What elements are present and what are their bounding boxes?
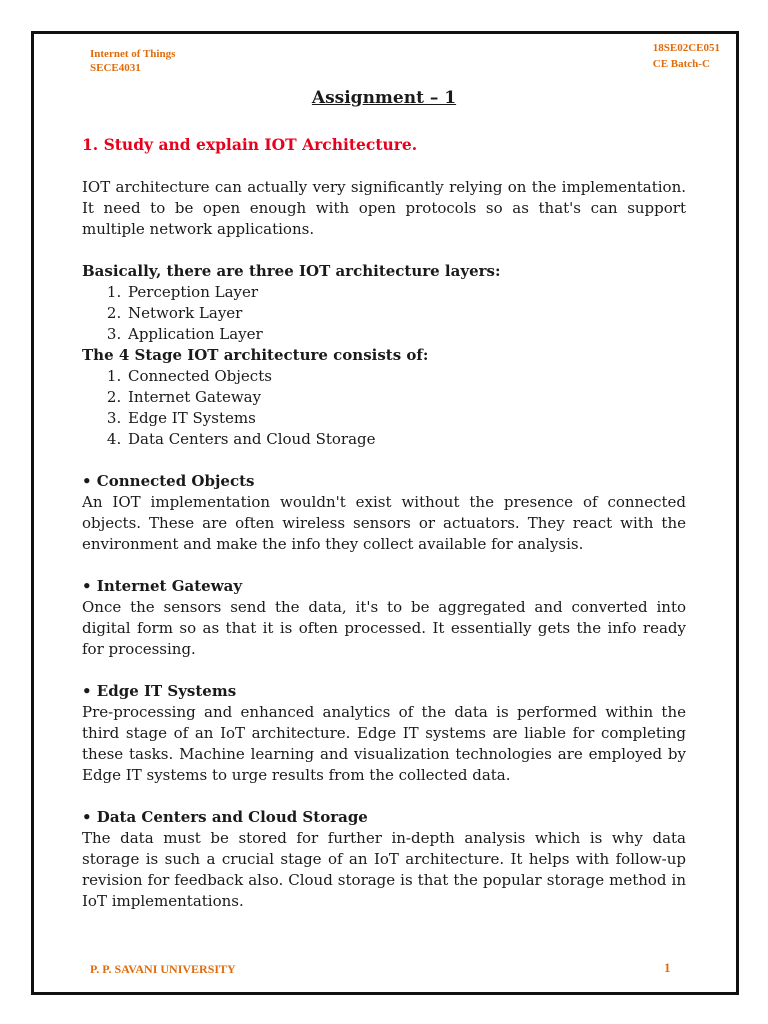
section-heading-connected-objects: • Connected Objects	[82, 472, 255, 490]
section-heading-internet-gateway: • Internet Gateway	[82, 577, 243, 595]
header-student-block	[653, 40, 720, 72]
document-body	[82, 134, 686, 912]
intro-paragraph: IOT architecture can actually very significantly relying on the implementation. It need to be open enough with open protocols so as that's can support multiple network applications.	[82, 178, 686, 238]
section-body-edge-it-systems: Pre-processing and enhanced analytics of the data is performed within the third stage of an IoT architecture. Edge IT systems are liable for completing these tasks. Machine learning and visualization technologies are employed by Edge IT systems to urge results from the collected data.	[82, 703, 686, 784]
list-item: 1. Perception Layer	[126, 282, 686, 303]
header-course-block	[90, 47, 175, 75]
list-item: 1. Connected Objects	[126, 366, 686, 387]
course-name: Internet of Things	[90, 48, 176, 60]
student-id: 18SE02CE051	[652, 42, 720, 54]
batch-label: CE Batch-C	[652, 58, 710, 70]
stages-heading: The 4 Stage IOT architecture consists of:	[82, 346, 429, 364]
assignment-title: Assignment – 1	[311, 88, 457, 108]
section-body-internet-gateway: Once the sensors send the data, it's to be aggregated and converted into digital form so as that it is often processed. It essentially gets the info ready for processing.	[82, 598, 686, 658]
section-body-data-centers: The data must be stored for further in-depth analysis which is why data storage is such a crucial stage of an IoT architecture. It helps with follow-up revision for feedback also. Cloud storage is that the popular storage method in IoT implementations.	[82, 829, 686, 910]
section-body-connected-objects: An IOT implementation wouldn't exist without the presence of connected objects. These are often wireless sensors or actuators. They react with the environment and make the info they collect available for analysis.	[82, 493, 686, 553]
question-heading: 1. Study and explain IOT Architecture.	[82, 135, 418, 154]
stages-list	[82, 366, 686, 450]
page-number: 1	[664, 960, 671, 975]
section-heading-data-centers: • Data Centers and Cloud Storage	[82, 808, 368, 826]
list-item: 2. Network Layer	[126, 303, 686, 324]
course-code: SECE4031	[90, 62, 141, 74]
list-item: 3. Application Layer	[126, 324, 686, 345]
section-heading-edge-it-systems: • Edge IT Systems	[82, 682, 237, 700]
list-item: 4. Data Centers and Cloud Storage	[126, 429, 686, 450]
layers-heading: Basically, there are three IOT architecture layers:	[82, 262, 501, 280]
footer-university: P. P. SAVANI UNIVERSITY	[90, 962, 236, 976]
layers-list	[82, 282, 686, 345]
list-item: 3. Edge IT Systems	[126, 408, 686, 429]
list-item: 2. Internet Gateway	[126, 387, 686, 408]
